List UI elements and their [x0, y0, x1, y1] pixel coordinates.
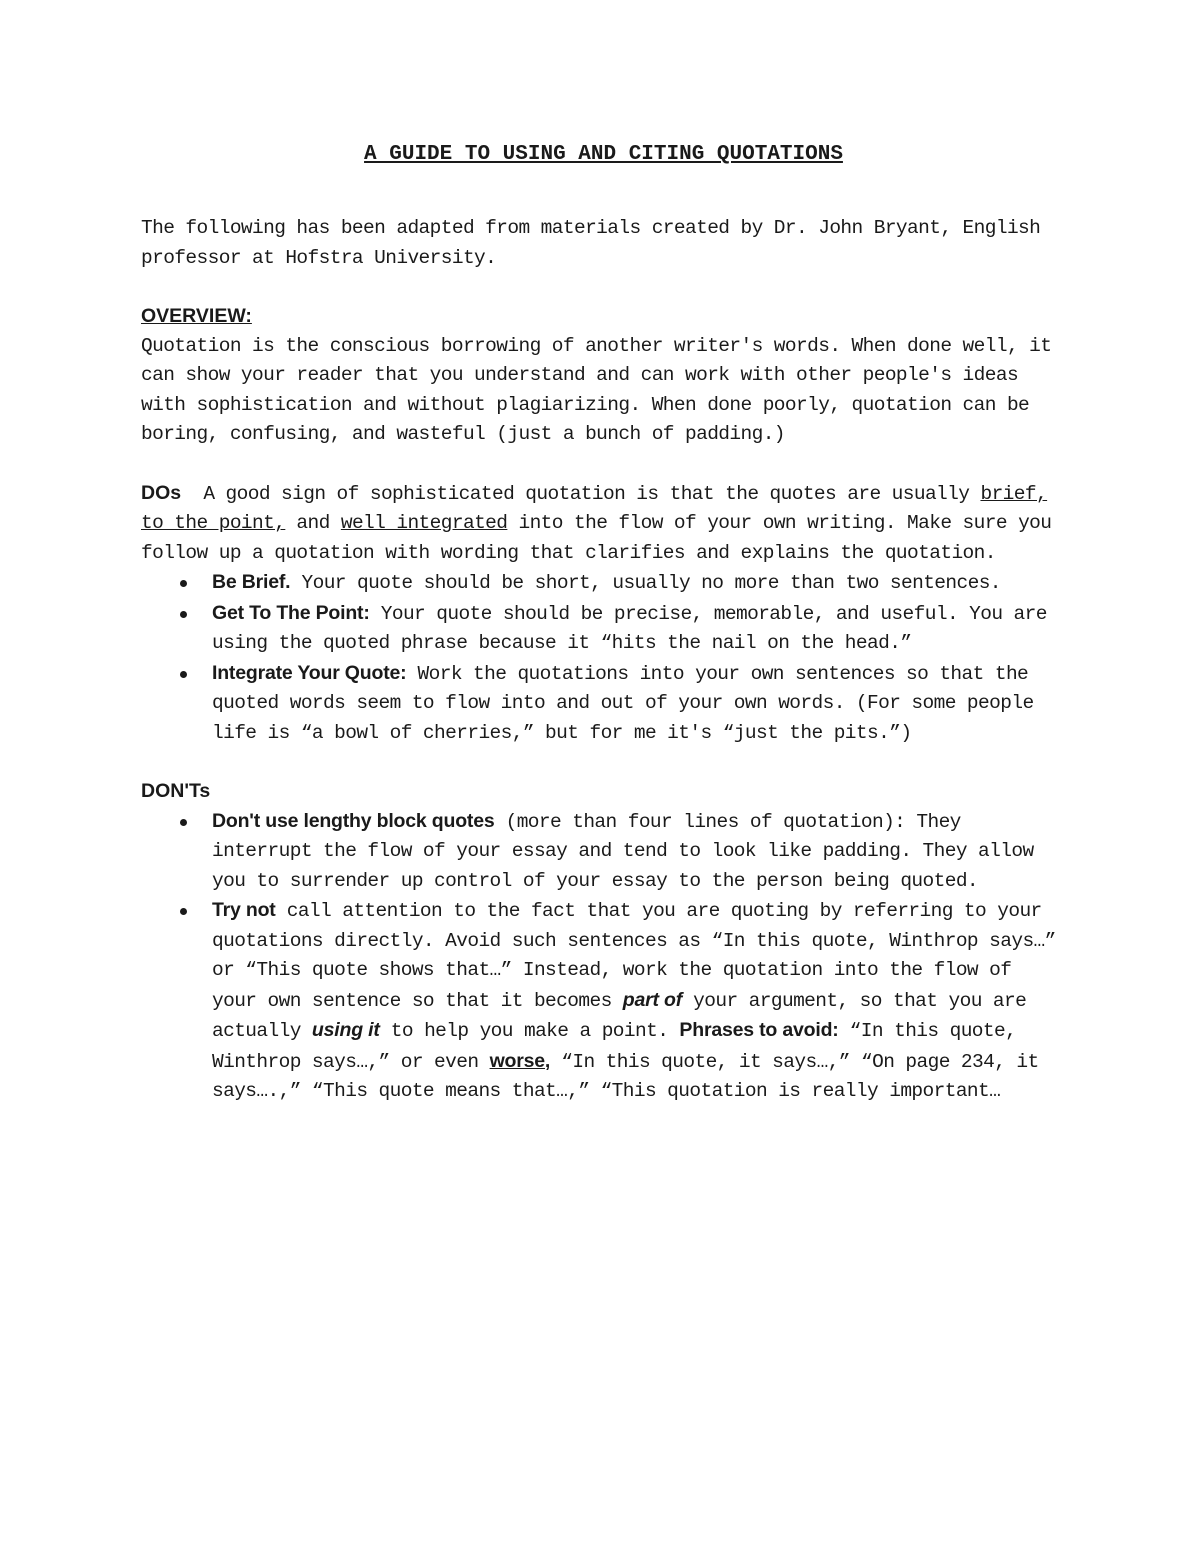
- intro-paragraph: The following has been adapted from materials created by Dr. John Bryant, English professor at Hofstra University.: [141, 217, 1041, 269]
- dos-intro: [141, 479, 1066, 569]
- donts-list: [141, 807, 1066, 1107]
- donts-item-text: to help you make a point.: [379, 1020, 680, 1042]
- donts-item-text: call attention to the fact that you are quoting by referring to your quotations directly. Avoid such sentences as “In this quote, Winthrop says…” or “This quote shows that…” Instead, work the quotation into the flow of your own sentence so that it becomes: [212, 900, 1056, 1012]
- dos-heading: DOs: [141, 481, 182, 504]
- dos-underline-integrated: well integrated: [340, 512, 508, 534]
- dos-intro-text-a: A good sign of sophisticated quotation is that the quotes are usually: [203, 482, 981, 505]
- dos-intro-text-b: and: [285, 512, 341, 534]
- donts-section: [141, 777, 1066, 1107]
- list-item: [212, 599, 1066, 659]
- dos-item-label: Integrate Your Quote:: [212, 661, 407, 684]
- dos-underline-brief: brief, to the point,: [141, 482, 1048, 534]
- list-item: [212, 807, 1066, 897]
- overview-section: [141, 302, 1066, 450]
- dos-item-text: Your quote should be precise, memorable, and useful. You are using the quoted phrase because it “hits the nail on the head.”: [212, 602, 1047, 654]
- page-title: A GUIDE TO USING AND CITING QUOTATIONS: [364, 143, 843, 166]
- dos-item-label: Get To The Point:: [212, 601, 370, 624]
- donts-item-text: “In this quote, Winthrop says…,” or even: [212, 1020, 1017, 1073]
- donts-item-text: (more than four lines of quotation): They interrupt the flow of your essay and tend to look like padding. They allow you to surrender up control of your essay to the person being quoted.: [212, 810, 1034, 892]
- list-item: [212, 659, 1066, 749]
- donts-heading: DON'Ts: [141, 780, 211, 802]
- overview-heading: OVERVIEW:: [141, 305, 252, 327]
- emphasis-using-it: using it: [311, 1019, 380, 1041]
- dos-item-label: Be Brief.: [212, 571, 291, 593]
- document-page: [141, 140, 1066, 1107]
- donts-item-label: Don't use lengthy block quotes: [212, 809, 495, 832]
- list-item: [212, 896, 1066, 1107]
- donts-item-label: Try not: [212, 899, 276, 921]
- emphasis-part-of: part of: [622, 988, 683, 1011]
- overview-body: Quotation is the conscious borrowing of another writer's words. When done well, it can show your reader that you understand and can work with other people's ideas with sophistication and without plagiarizing. When done poorly, quotation can be boring, confusing, and wasteful (just a bunch of padding.): [141, 334, 1052, 445]
- dos-item-text: Your quote should be short, usually no more than two sentences.: [290, 572, 1001, 594]
- donts-item-text: “In this quote, it says…,” “On page 234, it says….,” “This quote means that…,” “This quotation is really important…: [212, 1050, 1039, 1102]
- list-item: [212, 568, 1066, 599]
- emphasis-worse: worse,: [489, 1049, 551, 1072]
- dos-intro-text-c: into the flow of your own writing. Make sure you follow up a quotation with wording that clarifies and explains the quotation.: [141, 512, 1052, 564]
- dos-section: [141, 479, 1066, 749]
- donts-item-text: your argument, so that you are actually: [212, 989, 1027, 1042]
- dos-list: [141, 568, 1066, 748]
- dos-item-text: Work the quotations into your own sentences so that the quoted words seem to flow into and out of your own words. (For some people life is “a bowl of cherries,” but for me it's “just the pits.”): [212, 662, 1034, 744]
- emphasis-phrases-to-avoid: Phrases to avoid:: [679, 1019, 839, 1041]
